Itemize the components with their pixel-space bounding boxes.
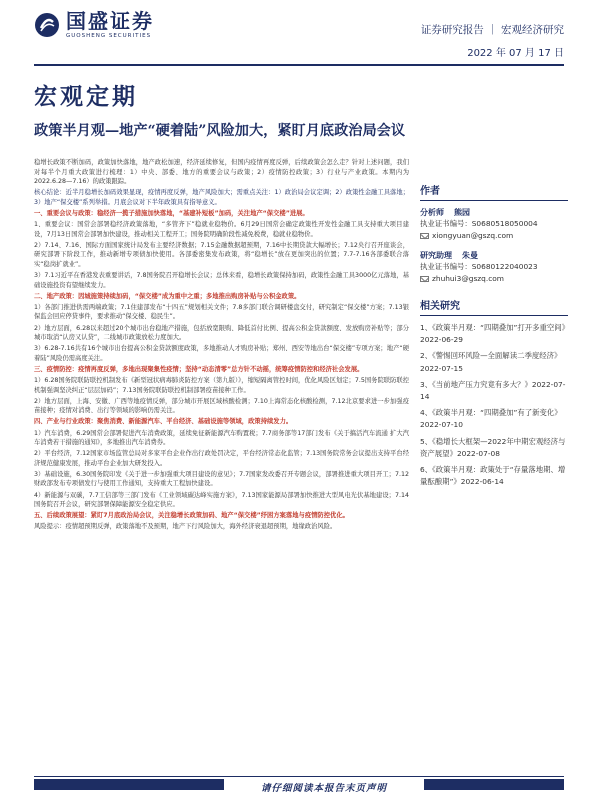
body-paragraph: 2）地方层面，上海、安徽、广西等地疫情反弹，部分城市开展区域核酸检测；7.10上海常态化核酸检测，7.12北京要求进一步加强疫苗接种；疫情对消费、出行等领域的影响仍需关注。 xyxy=(34,397,409,415)
email-icon xyxy=(420,233,429,239)
author-cert: 执业证书编号：S0680518050004 xyxy=(420,219,538,228)
body-paragraph: 1、重要会议：国常会部署稳经济政策落地，“多管齐下”稳就业稳物价。6月29日国常会确定政策性开发性金融工具支持重大项目建设，7月13日国常会部署加快建设，推动相关工程开工；国务院明确阶段性减免税费，稳就业稳物价。 xyxy=(34,221,409,238)
body-paragraph: 五、后续政策展望：紧盯7月底政治局会议，关注稳增长政策加码、地产“保交楼”纾困方案落地与疫情防控优化。 xyxy=(34,512,349,520)
report-header xyxy=(0,0,600,64)
author-name-line: 分析师 熊园 xyxy=(420,208,470,217)
body-paragraph: 3）7.1习近平在香港发表重要讲话，7.8国务院召开稳增长会议；总体来看，稳增长政策保持加码，政策性金融工具3000亿元落地，基础设施投资有望继续发力。 xyxy=(34,271,409,289)
related-item[interactable]: 5、《稳增长大框架—2022年中期宏观经济与资产展望》2022-07-08 xyxy=(420,436,566,458)
body-paragraph: 二、地产政策：因城施策持续加码，“保交楼”成为重中之重；多地推出购房补贴与公积金政策。 xyxy=(34,292,301,300)
company-logo xyxy=(34,10,154,39)
report-type: 宏观定期 xyxy=(34,83,138,110)
author-email-line[interactable] xyxy=(420,273,568,285)
logo-emblem-icon xyxy=(34,12,60,38)
doc-category: 证券研究报告 ｜ 宏观经济研究 xyxy=(420,24,564,36)
footer-stripe-right xyxy=(424,779,564,790)
related-item[interactable]: 4、《政策半月观：“四期叠加”有了新变化》2022-07-10 xyxy=(420,408,562,430)
body-paragraph: 1）各部门推进供需两端政策；7.1住建部发布“十四五”规划相关文件；7.8多部门联合调研楼盘交付，研究制定“保交楼”方案；7.13银保监会回应停贷事件，要求推动“保交楼、稳民生”。 xyxy=(34,303,409,321)
author-name: 朱曼 xyxy=(462,251,478,260)
email-icon xyxy=(420,276,429,282)
page-footer xyxy=(34,776,564,792)
author-email[interactable]: zhuhui3@gszq.com xyxy=(432,274,505,283)
author-block xyxy=(420,250,568,285)
related-item[interactable]: 1、《政策半月观：“四期叠加”打开多重空间》2022-06-29 xyxy=(420,323,566,345)
body-paragraph: 1）6.28国务院联防联控机制发布《新型冠状病毒肺炎防控方案（第九版）》，缩短隔离管控时间，优化风险区划定；7.5国务院联防联控机制强调坚决纠正“层层加码”；7.13国务院联防联控机制部署疫苗接种工作。 xyxy=(34,377,409,394)
body-paragraph: 3）6.28-7.16共有16个城市出台提高公积金贷款额度政策，多地推动人才购房补贴；郑州、西安等地出台“保交楼”专项方案；地产“硬着陆”风险仍需高度关注。 xyxy=(34,345,409,362)
body-paragraph: 4）新能源与双碳，7.7工信部等三部门发布《工业领域碳达峰实施方案》，7.13国家能源局部署加快推进大型风电光伏基地建设；7.14国务院召开会议，研究部署保障能源安全稳定供应。 xyxy=(34,491,409,509)
report-date: 2022 年 07 月 17 日 xyxy=(467,48,564,59)
body-paragraph: 核心结论：近半月稳增长加码效果显现，疫情再度反弹，地产风险加大；需重点关注：1）政治局会议定调；2）政策性金融工具落地；3）地产“保交楼”系列举措。月底会议对下半年政策具有指导意义。 xyxy=(34,189,409,206)
related-item[interactable]: 6、《政策半月观：政策处于“存量落地期、增量酝酿期”》2022-06-14 xyxy=(420,465,566,487)
header-divider xyxy=(34,64,564,66)
related-item[interactable]: 2、《警惕回环风险—全面解读二季度经济》2022-07-15 xyxy=(420,351,562,373)
body-paragraph: 2）地方层面，6.28以来超过20个城市出台稳地产措施，包括放宽限购、降低首付比例、提高公积金贷款额度、发放购房补贴等；部分城市取消“认房又认贷”，二线城市政策放松力度加大。 xyxy=(34,324,409,342)
body-paragraph: 四、产业与行业政策：聚焦消费、新能源汽车、平台经济、基础设施等领域，政策持续发力。 xyxy=(34,418,293,426)
footer-stripe-left xyxy=(34,779,224,790)
sidebar xyxy=(420,182,568,492)
footer-disclaimer: 请仔细阅读本报告末页声明 xyxy=(260,783,387,794)
authors-heading: 作者 xyxy=(420,182,568,201)
logo-name-en: GUOSHENG SECURITIES xyxy=(66,33,152,39)
author-email[interactable]: xiongyuan@gszq.com xyxy=(432,231,514,240)
body-paragraph: 3）基础设施，6.30国务院印发《关于进一步加强重大项目建设的意见》；7.7国家发改委召开专题会议，部署推进重大项目开工；7.12财政部发布专项债发行与使用工作通知，支持重大工程加快建设。 xyxy=(34,470,409,488)
author-name-line: 研究助理 朱曼 xyxy=(420,251,478,260)
body-paragraph: 2）平台经济，7.12国家市场监管总局对多家平台企业作出行政处罚决定，平台经济常态化监管；7.13国务院常务会议提出支持平台经济规范健康发展，推动平台企业加大研发投入。 xyxy=(34,450,409,467)
body-paragraph: 稳增长政策不断加码，政策加快落地，地产政松加速，经济延续修复，但国内疫情再度反弹，后续政策会怎么走？针对上述问题，我们对每半个月重大政策进行梳理：1）中央、部委、地方的重要会议与政策；2）疫情防控政策；3）行业与产业政策。本期内为2022.6.28—7.16）的政策跟踪。 xyxy=(34,159,409,186)
author-block xyxy=(420,207,568,242)
body-paragraph: 1）汽车消费，6.29国常会部署促进汽车消费政策，延续免征新能源汽车购置税；7.7商务部等17部门发布《关于搞活汽车流通 扩大汽车消费若干措施的通知》，多地推出汽车消费券。 xyxy=(34,429,409,447)
report-title: 政策半月观—地产“硬着陆”风险加大，紧盯月底政治局会议 xyxy=(34,123,406,139)
author-cert: 执业证书编号：S0680122040023 xyxy=(420,262,538,271)
body-paragraph: 风险提示：疫情超预期反弹，政策落地不及预期，地产下行风险加大，海外经济衰退超预期，地缘政治风险。 xyxy=(34,523,337,531)
related-item[interactable]: 3、《当前地产压力究竟有多大？》2022-07-14 xyxy=(420,379,566,402)
main-text-column xyxy=(34,158,409,534)
body-paragraph: 2）7.14、7.16、国际方面国家统计局发布主要经济数据；7.15金融数据超预期，7.16中长期贷款大幅增长；7.12央行召开座谈会，研究部署下阶段工作，推动新增专项债加快使用。各部委密集发布政策，将“稳增长”放在更加突出的位置；7.7-7.16各部委联合落实“稳岗扩就业”。 xyxy=(34,241,409,268)
related-research-heading: 相关研究 xyxy=(420,297,568,316)
logo-name-cn: 国盛证券 xyxy=(66,9,154,33)
author-email-line[interactable] xyxy=(420,230,568,242)
body-paragraph: 一、重要会议与政策：稳经济一揽子措施加快落地，“基建补短板”加码，关注地产“保交楼”进展。 xyxy=(34,209,309,217)
body-paragraph: 三、疫情防控：疫情再度反弹，多地出现聚集性疫情；坚持“动态清零”总方针不动摇，统筹疫情防控和经济社会发展。 xyxy=(34,365,364,373)
author-name: 熊园 xyxy=(454,208,470,217)
